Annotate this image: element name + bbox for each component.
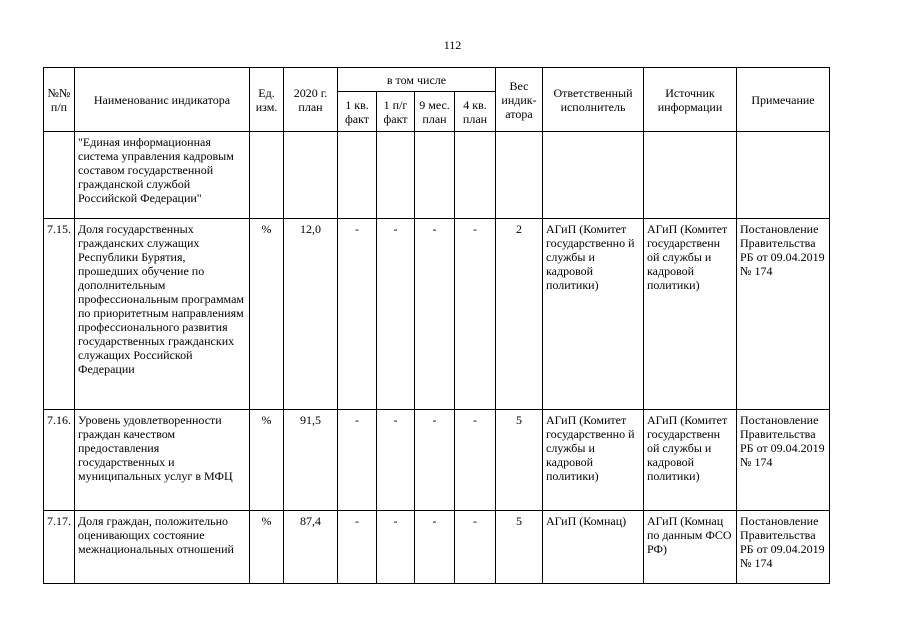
cell-9m: - (415, 410, 455, 511)
cell-num: 7.17. (44, 511, 75, 584)
table-row (44, 132, 830, 219)
cell-9m: - (415, 219, 455, 410)
cell-q1: - (338, 511, 377, 584)
cell-num (44, 132, 75, 219)
header-responsible: Ответственный исполнитель (543, 68, 644, 132)
cell-unit: % (250, 219, 284, 410)
cell-q1 (338, 132, 377, 219)
header-plan-2020: 2020 г. план (284, 68, 338, 132)
cell-unit: % (250, 410, 284, 511)
cell-unit (250, 132, 284, 219)
header-q4-plan: 4 кв. план (455, 92, 496, 132)
header-including: в том числе (338, 68, 496, 92)
cell-plan: 91,5 (284, 410, 338, 511)
header-source: Источник информации (644, 68, 737, 132)
cell-q4: - (455, 219, 496, 410)
cell-responsible: АГиП (Комитет государственно й службы и кадровой политики) (543, 410, 644, 511)
header-name: Наименованис индикатора (75, 68, 250, 132)
cell-responsible: АГиП (Комитет государственно й службы и кадровой политики) (543, 219, 644, 410)
cell-source (644, 132, 737, 219)
table-row (44, 511, 830, 584)
cell-source: АГиП (Комитет государственн ой службы и кадровой политики) (644, 410, 737, 511)
cell-weight: 2 (496, 219, 543, 410)
header-weight: Вес индик- атора (496, 68, 543, 132)
header-num: №№ п/п (44, 68, 75, 132)
cell-plan: 12,0 (284, 219, 338, 410)
cell-source: АГиП (Комитет государственн ой службы и кадровой политики) (644, 219, 737, 410)
indicator-table (43, 67, 830, 584)
cell-name: Уровень удовлетворенности граждан качеством предоставления государственных и муниципальных услуг в МФЦ (75, 410, 250, 511)
cell-note: Постановление Правительства РБ от 09.04.2019 № 174 (737, 410, 830, 511)
page-number: 112 (443, 38, 462, 52)
cell-num: 7.16. (44, 410, 75, 511)
cell-h1 (377, 132, 415, 219)
header-q1-fact: 1 кв. факт (338, 92, 377, 132)
cell-h1: - (377, 219, 415, 410)
cell-source: АГиП (Комнац по данным ФСО РФ) (644, 511, 737, 584)
cell-note (737, 132, 830, 219)
cell-unit: % (250, 511, 284, 584)
cell-h1: - (377, 511, 415, 584)
cell-name: "Единая информационная система управления кадровым составом государственной гражданской службой Российской Федерации" (75, 132, 250, 219)
table-row (44, 219, 830, 410)
cell-q4 (455, 132, 496, 219)
cell-q1: - (338, 219, 377, 410)
cell-responsible: АГиП (Комнац) (543, 511, 644, 584)
cell-weight: 5 (496, 410, 543, 511)
cell-q4: - (455, 410, 496, 511)
cell-responsible (543, 132, 644, 219)
cell-name: Доля государственных гражданских служащих Республики Бурятия, прошедших обучение по дополнительным профессиональным программам по приоритетным направлениям профессионального развития государственных гражданских служащих Российской Федерации (75, 219, 250, 410)
cell-weight: 5 (496, 511, 543, 584)
cell-plan (284, 132, 338, 219)
header-9m-plan: 9 мес. план (415, 92, 455, 132)
cell-q1: - (338, 410, 377, 511)
cell-plan: 87,4 (284, 511, 338, 584)
header-h1-fact: 1 п/г факт (377, 92, 415, 132)
header-unit: Ед. изм. (250, 68, 284, 132)
cell-name: Доля граждан, положительно оценивающих состояние межнациональных отношений (75, 511, 250, 584)
cell-num: 7.15. (44, 219, 75, 410)
table-row (44, 410, 830, 511)
cell-h1: - (377, 410, 415, 511)
cell-weight (496, 132, 543, 219)
cell-note: Постановление Правительства РБ от 09.04.2019 № 174 (737, 511, 830, 584)
cell-q4: - (455, 511, 496, 584)
cell-note: Постановление Правительства РБ от 09.04.2019 № 174 (737, 219, 830, 410)
header-note: Примечание (737, 68, 830, 132)
cell-9m: - (415, 511, 455, 584)
cell-9m (415, 132, 455, 219)
